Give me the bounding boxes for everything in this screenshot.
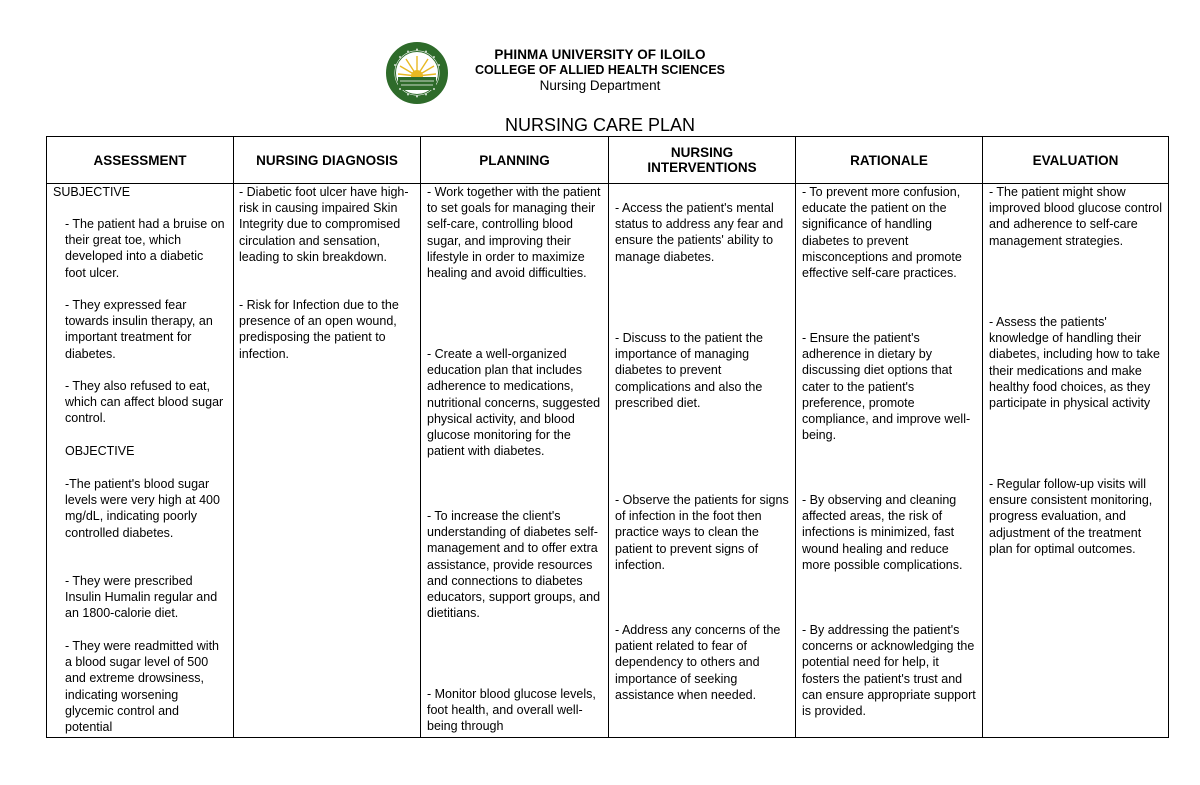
intervention-item: - Discuss to the patient the importance of managing diabetes to prevent complications and also the prescribed diet. xyxy=(615,331,763,410)
objective-label: OBJECTIVE xyxy=(65,444,135,458)
subjective-item: - The patient had a bruise on their great toe, which developed into a diabetic foot ulcer. xyxy=(65,217,225,280)
planning-item: - Work together with the patient to set goals for managing their self-care, controlling blood sugar, and improving their lifestyle in order to maximize healing and avoid difficulties. xyxy=(427,185,601,281)
evaluation-item: - The patient might show improved blood glucose control and adherence to self-care management strategies. xyxy=(989,185,1163,248)
column-header-interventions: NURSING INTERVENTIONS xyxy=(609,137,796,184)
rationale-item: - By observing and cleaning affected areas, the risk of infections is minimized, fast wound healing and reduce more possible complications. xyxy=(802,493,963,572)
intervention-item: - Access the patient's mental status to address any fear and ensure the patients' ability to manage diabetes. xyxy=(615,201,784,264)
planning-item: - To increase the client's understanding of diabetes self-management and to offer extra assistance, provide resources and connections to diabetes educators, support groups, and dietitians. xyxy=(427,509,601,621)
rationale-item: - To prevent more confusion, educate the patient on the significance of handling diabetes to prevent misconceptions and promote effective self-care practices. xyxy=(802,185,962,281)
document-header xyxy=(0,42,1200,106)
evaluation-item: - Regular follow-up visits will ensure consistent monitoring, progress evaluation, and adjustment of the treatment plan for optimal outcomes. xyxy=(989,477,1153,556)
column-header-rationale: RATIONALE xyxy=(796,137,983,184)
planning-cell xyxy=(421,184,609,738)
planning-item: - Create a well-organized education plan that includes adherence to medications, nutritional concerns, suggested physical activity, and blood glucose monitoring for the patient with diabetes. xyxy=(427,347,601,459)
header-text xyxy=(436,47,764,94)
rationale-item: - By addressing the patient's concerns or acknowledging the potential need for help, it fosters the patient's trust and can ensure appropriate support is provided. xyxy=(802,623,976,719)
department-name: Nursing Department xyxy=(539,78,661,93)
rationale-item: - Ensure the patient's adherence in dietary by discussing diet options that cater to the patient's preference, promote compliance, and improve well-being. xyxy=(802,331,971,443)
evaluation-cell xyxy=(983,184,1169,738)
university-name: PHINMA UNIVERSITY OF ILOILO xyxy=(494,47,706,62)
column-header-evaluation: EVALUATION xyxy=(983,137,1169,184)
diagnosis-cell xyxy=(234,184,421,738)
subjective-item: - They expressed fear towards insulin therapy, an important treatment for diabetes. xyxy=(65,298,213,361)
page-title: NURSING CARE PLAN xyxy=(504,115,696,135)
objective-item: - They were readmitted with a blood sugar level of 500 and extreme drowsiness, indicating worsening glycemic control and potential xyxy=(65,639,219,735)
diagnosis-item: - Diabetic foot ulcer have high-risk in causing impaired Skin Integrity due to compromised circulation and sensation, leading to skin breakdown. xyxy=(239,185,409,264)
assessment-cell xyxy=(47,184,234,738)
evaluation-item: - Assess the patients' knowledge of handling their diabetes, including how to take their medications and make healthy food choices, as they participate in physical activity xyxy=(989,315,1160,411)
column-header-assessment: ASSESSMENT xyxy=(47,137,234,184)
nursing-care-plan-table xyxy=(46,136,1169,738)
objective-item: -The patient's blood sugar levels were very high at 400 mg/dL, indicating poorly controlled diabetes. xyxy=(65,477,220,540)
column-header-planning: PLANNING xyxy=(421,137,609,184)
column-header-diagnosis: NURSING DIAGNOSIS xyxy=(234,137,421,184)
planning-item: - Monitor blood glucose levels, foot health, and overall well-being through xyxy=(427,687,596,734)
interventions-cell xyxy=(609,184,796,738)
table-header-row xyxy=(47,137,1169,184)
table-row xyxy=(47,184,1169,738)
intervention-item: - Observe the patients for signs of infection in the foot then practice ways to clean the patient to prevent signs of infection. xyxy=(615,493,789,572)
diagnosis-item: - Risk for Infection due to the presence of an open wound, predisposing the patient to infection. xyxy=(239,298,399,361)
objective-item: - They were prescribed Insulin Humalin regular and an 1800-calorie diet. xyxy=(65,574,218,621)
intervention-item: - Address any concerns of the patient related to fear of dependency to others and importance of seeking assistance when needed. xyxy=(615,623,781,702)
college-name: COLLEGE OF ALLIED HEALTH SCIENCES xyxy=(474,63,725,77)
subjective-label: SUBJECTIVE xyxy=(53,185,131,199)
subjective-item: - They also refused to eat, which can affect blood sugar control. xyxy=(65,379,224,426)
rationale-cell xyxy=(796,184,983,738)
